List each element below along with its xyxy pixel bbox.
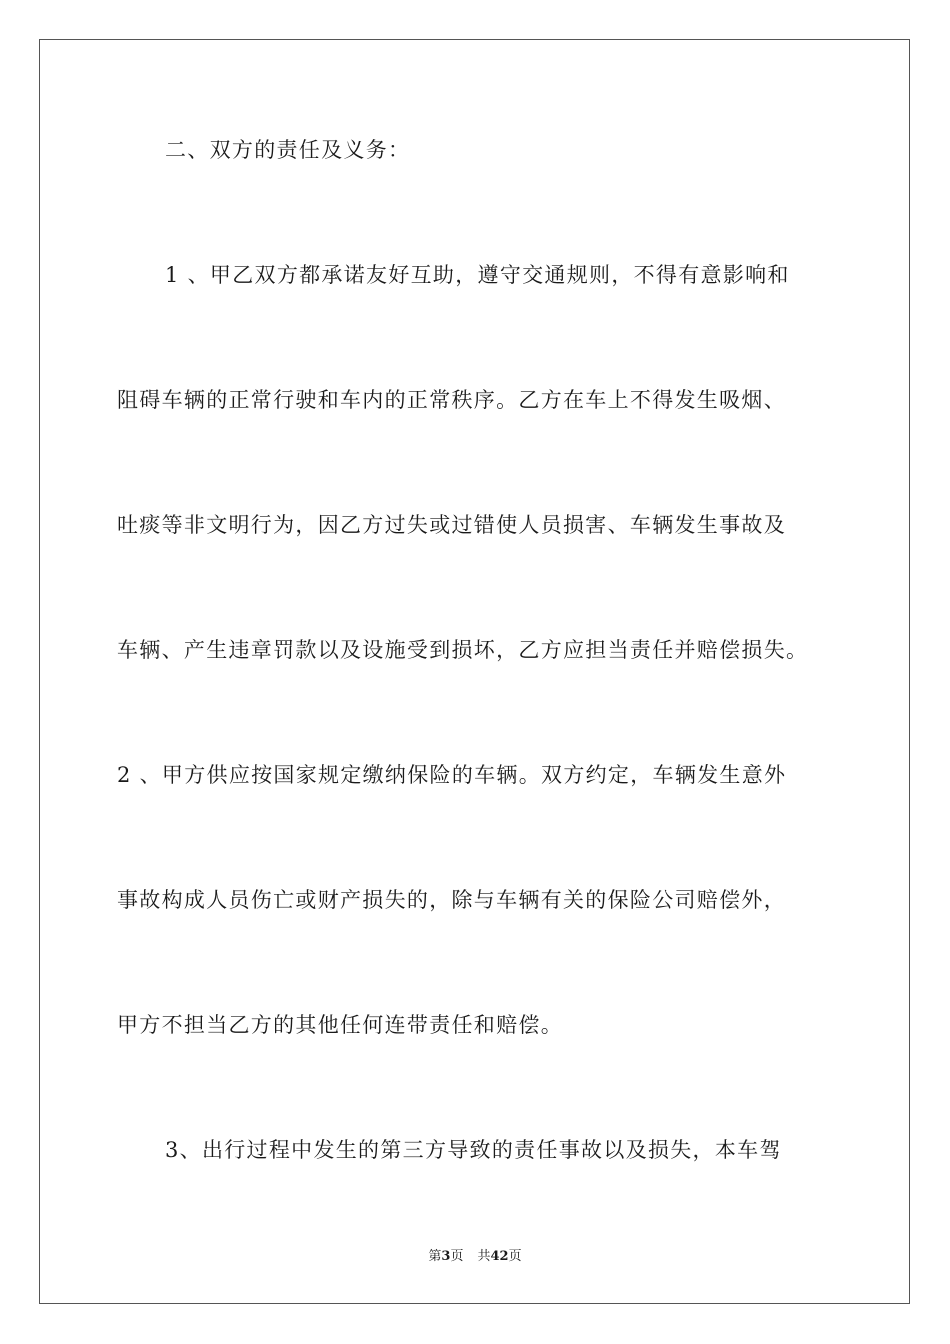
page-prefix: 第 <box>428 1249 442 1264</box>
section-heading: 二、双方的责任及义务： <box>165 138 411 162</box>
paragraph-line: 阻碍车辆的正常行驶和车内的正常秩序。乙方在车上不得发生吸烟、 <box>117 388 786 412</box>
paragraph-line: 事故构成人员伤亡或财产损失的，除与车辆有关的保险公司赔偿外， <box>117 888 786 912</box>
page-footer <box>0 1248 950 1266</box>
paragraph-line: 2 、甲方供应按国家规定缴纳保险的车辆。双方约定，车辆发生意外 <box>117 763 787 787</box>
page-border <box>39 39 910 1304</box>
paragraph-line: 甲方不担当乙方的其他任何连带责任和赔偿。 <box>117 1013 563 1037</box>
total-page-count: 42 <box>490 1249 509 1264</box>
paragraph-line: 吐痰等非文明行为，因乙方过失或过错使人员损害、车辆发生事故及 <box>117 513 786 537</box>
page-suffix: 页 <box>450 1249 464 1264</box>
total-suffix: 页 <box>508 1249 522 1264</box>
paragraph-line: 3、出行过程中发生的第三方导致的责任事故以及损失，本车驾 <box>165 1138 782 1162</box>
paragraph-line: 1 、甲乙双方都承诺友好互助，遵守交通规则，不得有意影响和 <box>165 263 790 287</box>
current-page-number: 3 <box>441 1249 451 1264</box>
total-prefix: 共 <box>477 1249 491 1264</box>
paragraph-line: 车辆、产生违章罚款以及设施受到损坏，乙方应担当责任并赔偿损失。 <box>117 638 809 662</box>
